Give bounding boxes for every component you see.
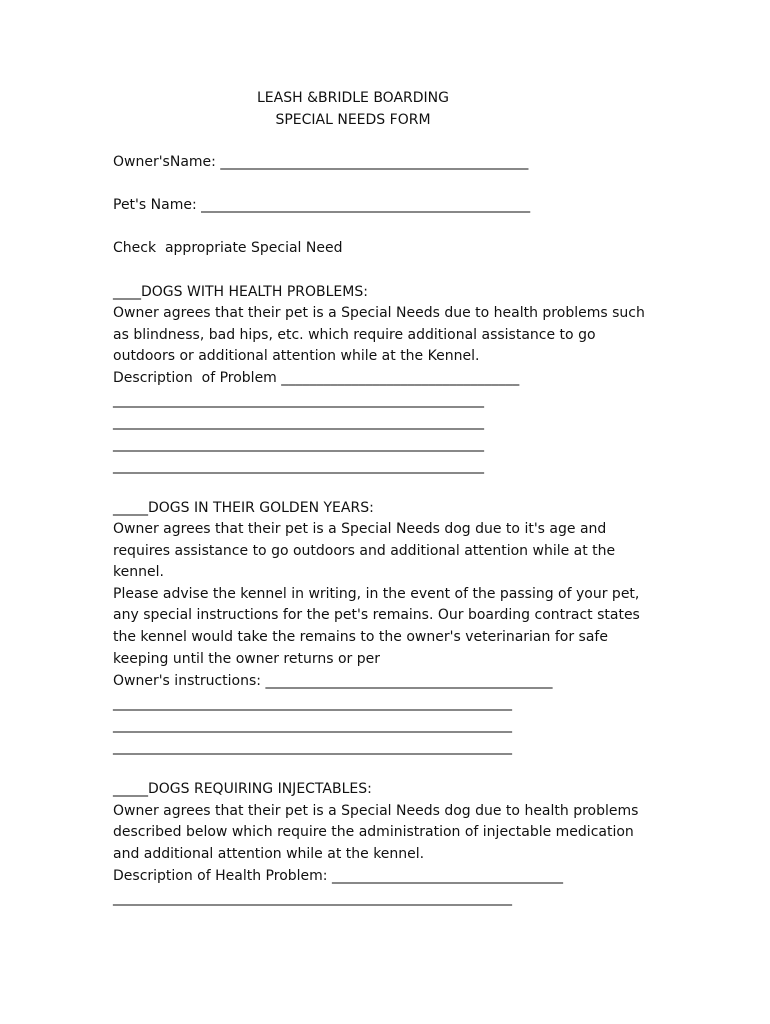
form-subtitle: SPECIAL NEEDS FORM xyxy=(275,112,431,128)
golden-years-heading[interactable]: _____DOGS IN THEIR GOLDEN YEARS: xyxy=(113,500,374,516)
golden-years-text: any special instructions for the pet's remains. Our boarding contract states xyxy=(113,607,640,623)
form-title: LEASH &BRIDLE BOARDING xyxy=(256,90,449,106)
golden-years-text: keeping until the owner returns or per xyxy=(113,651,380,667)
pet-name-field[interactable]: Pet's Name: _______________________________________________ xyxy=(113,197,531,213)
blank-line[interactable]: _____________________________________________________ xyxy=(113,414,484,430)
owner-instructions-field[interactable]: Owner's instructions: _________________________________________ xyxy=(113,673,553,689)
owner-name-field[interactable]: Owner'sName: ____________________________________________ xyxy=(113,154,529,170)
golden-years-text: requires assistance to go outdoors and additional attention while at the xyxy=(113,543,616,559)
blank-line[interactable]: _____________________________________________________ xyxy=(113,458,484,474)
health-problems-text: as blindness, bad hips, etc. which require additional assistance to go xyxy=(113,327,596,343)
blank-line[interactable]: _____________________________________________________ xyxy=(113,436,484,452)
golden-years-text: the kennel would take the remains to the owner's veterinarian for safe xyxy=(113,629,608,645)
injectables-text: and additional attention while at the kennel. xyxy=(113,846,425,862)
blank-line[interactable]: _________________________________________________________ xyxy=(113,890,512,906)
health-problems-heading[interactable]: ____DOGS WITH HEALTH PROBLEMS: xyxy=(113,284,368,300)
blank-line[interactable]: _________________________________________________________ xyxy=(113,695,512,711)
health-problems-text: Owner agrees that their pet is a Special Needs due to health problems such xyxy=(113,305,645,321)
blank-line[interactable]: _____________________________________________________ xyxy=(113,392,484,408)
blank-line[interactable]: _________________________________________________________ xyxy=(113,717,512,733)
injectables-text: described below which require the administration of injectable medication xyxy=(113,824,634,840)
check-instruction: Check appropriate Special Need xyxy=(113,240,343,256)
blank-line[interactable]: _________________________________________________________ xyxy=(113,739,512,755)
injectables-text: Owner agrees that their pet is a Special Needs dog due to health problems xyxy=(113,803,639,819)
golden-years-text: Please advise the kennel in writing, in the event of the passing of your pet, xyxy=(113,586,640,602)
problem-description-field[interactable]: Description of Problem __________________________________ xyxy=(113,370,520,386)
golden-years-text: Owner agrees that their pet is a Special Needs dog due to it's age and xyxy=(113,521,607,537)
health-problems-text: outdoors or additional attention while at the Kennel. xyxy=(113,348,480,364)
golden-years-text: kennel. xyxy=(113,564,164,580)
injectables-heading[interactable]: _____DOGS REQUIRING INJECTABLES: xyxy=(113,781,372,797)
health-problem-description-field[interactable]: Description of Health Problem: _________________________________ xyxy=(113,868,563,884)
